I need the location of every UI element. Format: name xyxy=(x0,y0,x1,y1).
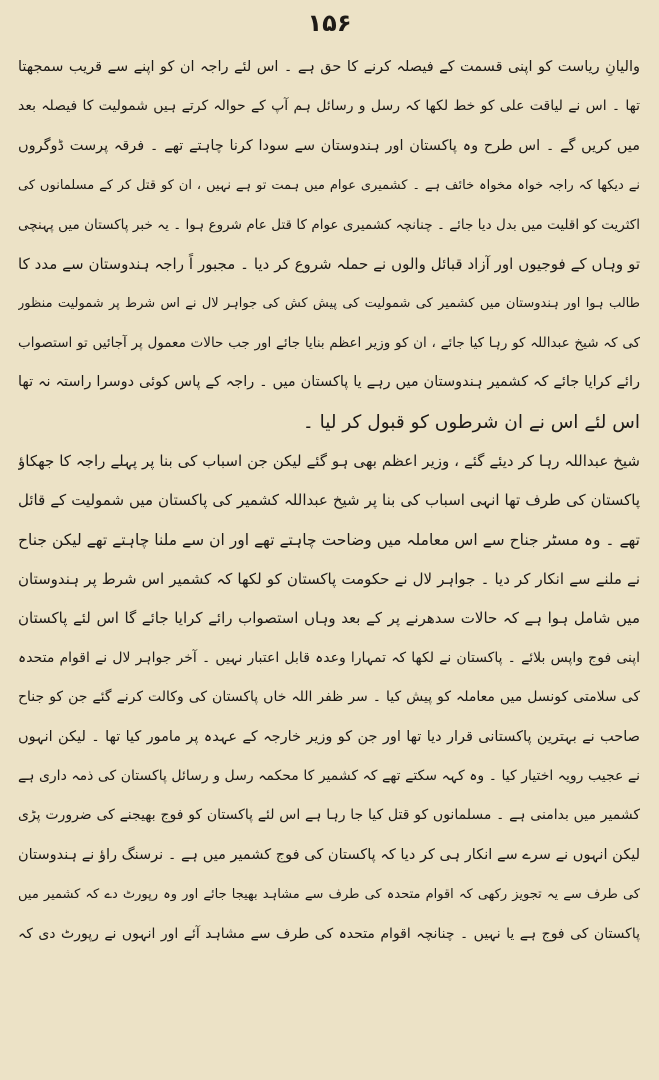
text-line: پاکستان کی طرف تھا انہی اسباب کی بنا پر شیخ عبداللہ کشمیر کی پاکستان میں شمولیت کے قائل xyxy=(18,491,640,510)
text-line: تو وہاں کے فوجیوں اور آزاد قبائل والوں نے حملہ شروع کر دیا ۔ مجبور اً راجہ ہندوستان سے مدد کا xyxy=(18,254,640,273)
text-line: شیخ عبداللہ رہا کر دیئے گئے ، وزیر اعظم بھی ہو گئے لیکن جن اسباب کی بنا پر پہلے راجہ کا جھکاؤ xyxy=(18,451,640,470)
text-line: نے ملنے سے انکار کر دیا ۔ جواہر لال نے حکومت پاکستان کو لکھا کہ کشمیر اس شرط پر ہندوستان xyxy=(18,570,640,589)
page-number: ۱۵۶ xyxy=(307,9,352,37)
text-line: نے دیکھا کہ راجہ خواہ مخواہ خائف ہے ۔ کشمیری عوام میں ہمت تو ہے نہیں ، ان کو قتل کر کے مسلمانوں کی xyxy=(18,178,640,194)
text-line: میں شامل ہوا ہے کہ حالات سدھرنے پر کے بعد وہاں استصواب رائے کرایا جائے گا اس لئے پاکستان xyxy=(18,609,640,628)
text-line: تھا ۔ اس نے لیاقت علی کو خط لکھا کہ رسل و رسائل ہم آپ کے حوالہ کرتے ہیں شمولیت کا فیصلہ بعد xyxy=(18,98,640,115)
text-line: کی سلامتی کونسل میں معاملہ کو پیش کیا ۔ سر ظفر اللہ خاں پاکستان کی وکالت کرنے گئے جن کو جناح xyxy=(18,689,640,706)
text-line: اپنی فوج واپس بلائے ۔ پاکستان نے لکھا کہ تمہارا وعدہ قابل اعتبار نہیں ۔ آخر جواہر لال نے اقوام متحدہ xyxy=(18,649,640,666)
text-line: کشمیر میں بدامنی ہے ۔ مسلمانوں کو قتل کیا جا رہا ہے اس لئے پاکستان کو فوج بھیجنے کی ضرورت پڑی xyxy=(18,807,640,824)
text-line: رائے کرایا جائے کہ کشمیر ہندوستان میں رہے یا پاکستان میں ۔ راجہ کے پاس کوئی دوسرا راستہ نہ تھا xyxy=(18,374,640,391)
text-line: صاحب نے بہترین پاکستانی قرار دیا تھا اور جن کو وزیر خارجہ کے عہدہ پر مامور کیا تھا ۔ لیکن انہوں xyxy=(18,728,640,745)
text-line: کی کہ شیخ عبداللہ کو رہا کیا جائے ، ان کو وزیر اعظم بنایا جائے اور جب حالات معمول پر آجائیں تو استصواب xyxy=(18,334,640,351)
text-line: اس لئے اس نے ان شرطوں کو قبول کر لیا ۔ xyxy=(302,411,640,433)
text-line: والیانِ ریاست کو اپنی قسمت کے فیصلہ کرنے کا حق ہے ۔ اس لئے راجہ ان کو اپنے سے قریب سمجھتا xyxy=(18,59,640,75)
text-line: پاکستان کی فوج ہے یا نہیں ۔ چنانچہ اقوام متحدہ کی طرف سے مشاہد آئے اور انہوں نے رپورٹ دی کہ xyxy=(18,925,640,942)
text-line: طالب ہوا اور ہندوستان میں کشمیر کی شمولیت کی پیش کش کی جواہر لال نے اس شرط پر شمولیت منظور xyxy=(18,296,640,312)
text-line: لیکن انہوں نے سرے سے انکار ہی کر دیا کہ پاکستان کی فوج کشمیر میں ہے ۔ نرسنگ راؤ نے ہندوستان xyxy=(18,846,640,863)
text-line: میں کریں گے ۔ اس طرح وہ پاکستان اور ہندوستان سے سودا کرنا چاہتے تھے ۔ فرقہ پرست ڈوگروں xyxy=(18,137,640,154)
text-line: تھے ۔ وہ مسٹر جناح سے اس معاملہ میں وضاحت چاہتے تھے اور ان سے ملنا چاہتے تھے لیکن جناح xyxy=(18,530,640,549)
text-line: اکثریت کو اقلیت میں بدل دیا جائے ۔ چنانچہ کشمیری عوام کا قتل عام شروع ہوا ۔ یہ خبر پاکستان میں پہنچی xyxy=(18,216,640,233)
text-line: نے عجیب رویہ اختیار کیا ۔ وہ کہہ سکتے تھے کہ کشمیر کا محکمہ رسل و رسائل پاکستان کی ذمہ داری ہے xyxy=(18,768,640,785)
page-body-text xyxy=(18,48,640,1073)
text-line: کی طرف سے یہ تجویز رکھی کہ اقوام متحدہ کی طرف سے مشاہد بھیجا جائے اور وہ رپورٹ دے کہ کشمیر میں xyxy=(18,887,640,903)
